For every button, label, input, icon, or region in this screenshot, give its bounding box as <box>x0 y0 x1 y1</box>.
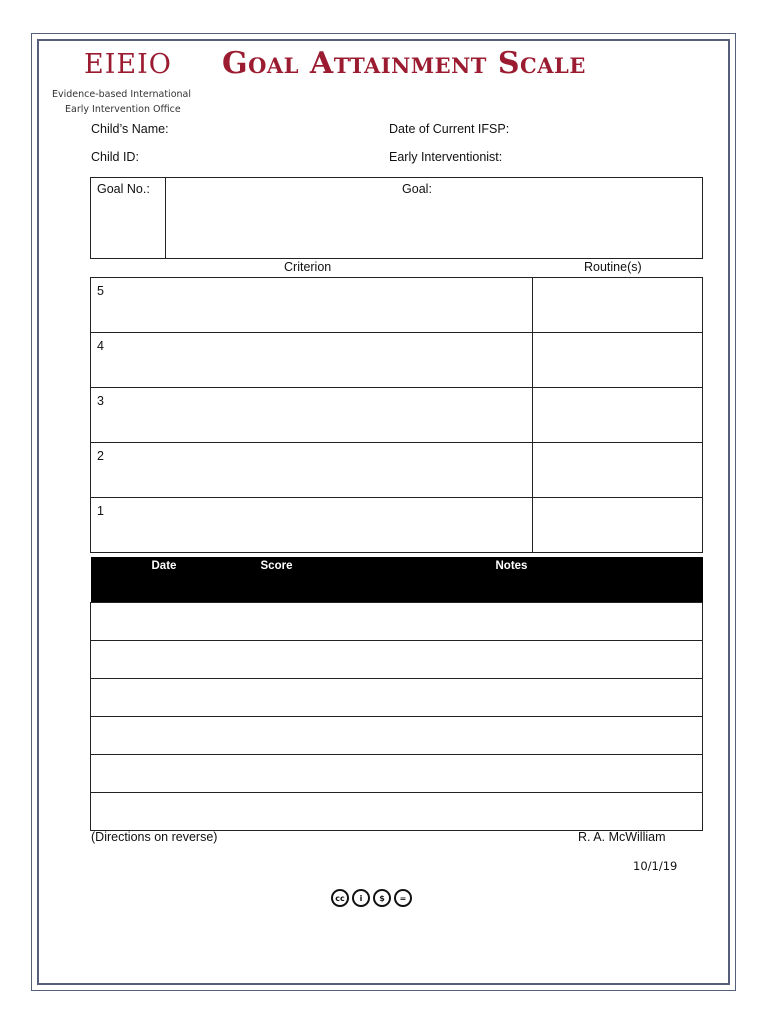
criterion-cell[interactable] <box>91 498 533 553</box>
routine-cell[interactable] <box>533 498 703 553</box>
form-date: 10/1/19 <box>633 859 678 873</box>
notes-table <box>90 557 703 831</box>
page-title: Goal Attainment Scale <box>222 46 586 81</box>
notes-entry[interactable] <box>91 641 703 679</box>
logo-subtitle-1: Evidence-based International <box>52 89 191 100</box>
criterion-table <box>90 277 703 553</box>
criterion-header: Criterion <box>284 260 332 274</box>
notes-row <box>91 603 703 641</box>
level-number: 4 <box>97 339 104 353</box>
license-icons <box>331 889 412 907</box>
child-id-label: Child ID: <box>91 150 139 164</box>
child-name-label: Child’s Name: <box>91 122 169 136</box>
ifsp-date-label: Date of Current IFSP: <box>389 122 510 136</box>
level-number: 1 <box>97 504 104 518</box>
criterion-row <box>91 498 703 553</box>
level-number: 2 <box>97 449 104 463</box>
by-icon: i <box>352 889 370 907</box>
routines-header: Routine(s) <box>584 260 642 274</box>
cc-icon: cc <box>331 889 349 907</box>
criterion-row <box>91 443 703 498</box>
criterion-row <box>91 388 703 443</box>
interventionist-label: Early Interventionist: <box>389 150 503 164</box>
notes-entry[interactable] <box>91 755 703 793</box>
date-column-header: Date <box>151 557 260 603</box>
notes-header-row <box>91 557 703 603</box>
notes-row <box>91 755 703 793</box>
notes-entry[interactable] <box>91 603 703 641</box>
criterion-row <box>91 333 703 388</box>
level-number: 3 <box>97 394 104 408</box>
goal-number-label: Goal No.: <box>97 182 150 196</box>
goal-cell[interactable] <box>166 178 703 259</box>
notes-entry[interactable] <box>91 717 703 755</box>
notes-entry[interactable] <box>91 793 703 831</box>
notes-entry[interactable] <box>91 679 703 717</box>
goal-table <box>90 177 703 259</box>
criterion-cell[interactable] <box>91 278 533 333</box>
logo-text: EIEIO <box>84 49 172 80</box>
notes-column-header: Notes <box>495 557 703 603</box>
criterion-cell[interactable] <box>91 443 533 498</box>
author-name: R. A. McWilliam <box>578 830 666 844</box>
routine-cell[interactable] <box>533 443 703 498</box>
level-number: 5 <box>97 284 104 298</box>
directions-note: (Directions on reverse) <box>91 830 218 844</box>
criterion-cell[interactable] <box>91 388 533 443</box>
criterion-cell[interactable] <box>91 333 533 388</box>
notes-row <box>91 717 703 755</box>
criterion-row <box>91 278 703 333</box>
notes-row <box>91 793 703 831</box>
routine-cell[interactable] <box>533 278 703 333</box>
notes-row <box>91 679 703 717</box>
score-column-header: Score <box>260 557 495 603</box>
nc-icon: $ <box>373 889 391 907</box>
logo-subtitle-2: Early Intervention Office <box>65 104 181 115</box>
notes-row <box>91 641 703 679</box>
goal-number-cell[interactable] <box>91 178 166 259</box>
nd-icon: = <box>394 889 412 907</box>
routine-cell[interactable] <box>533 388 703 443</box>
routine-cell[interactable] <box>533 333 703 388</box>
goal-label: Goal: <box>402 182 432 196</box>
